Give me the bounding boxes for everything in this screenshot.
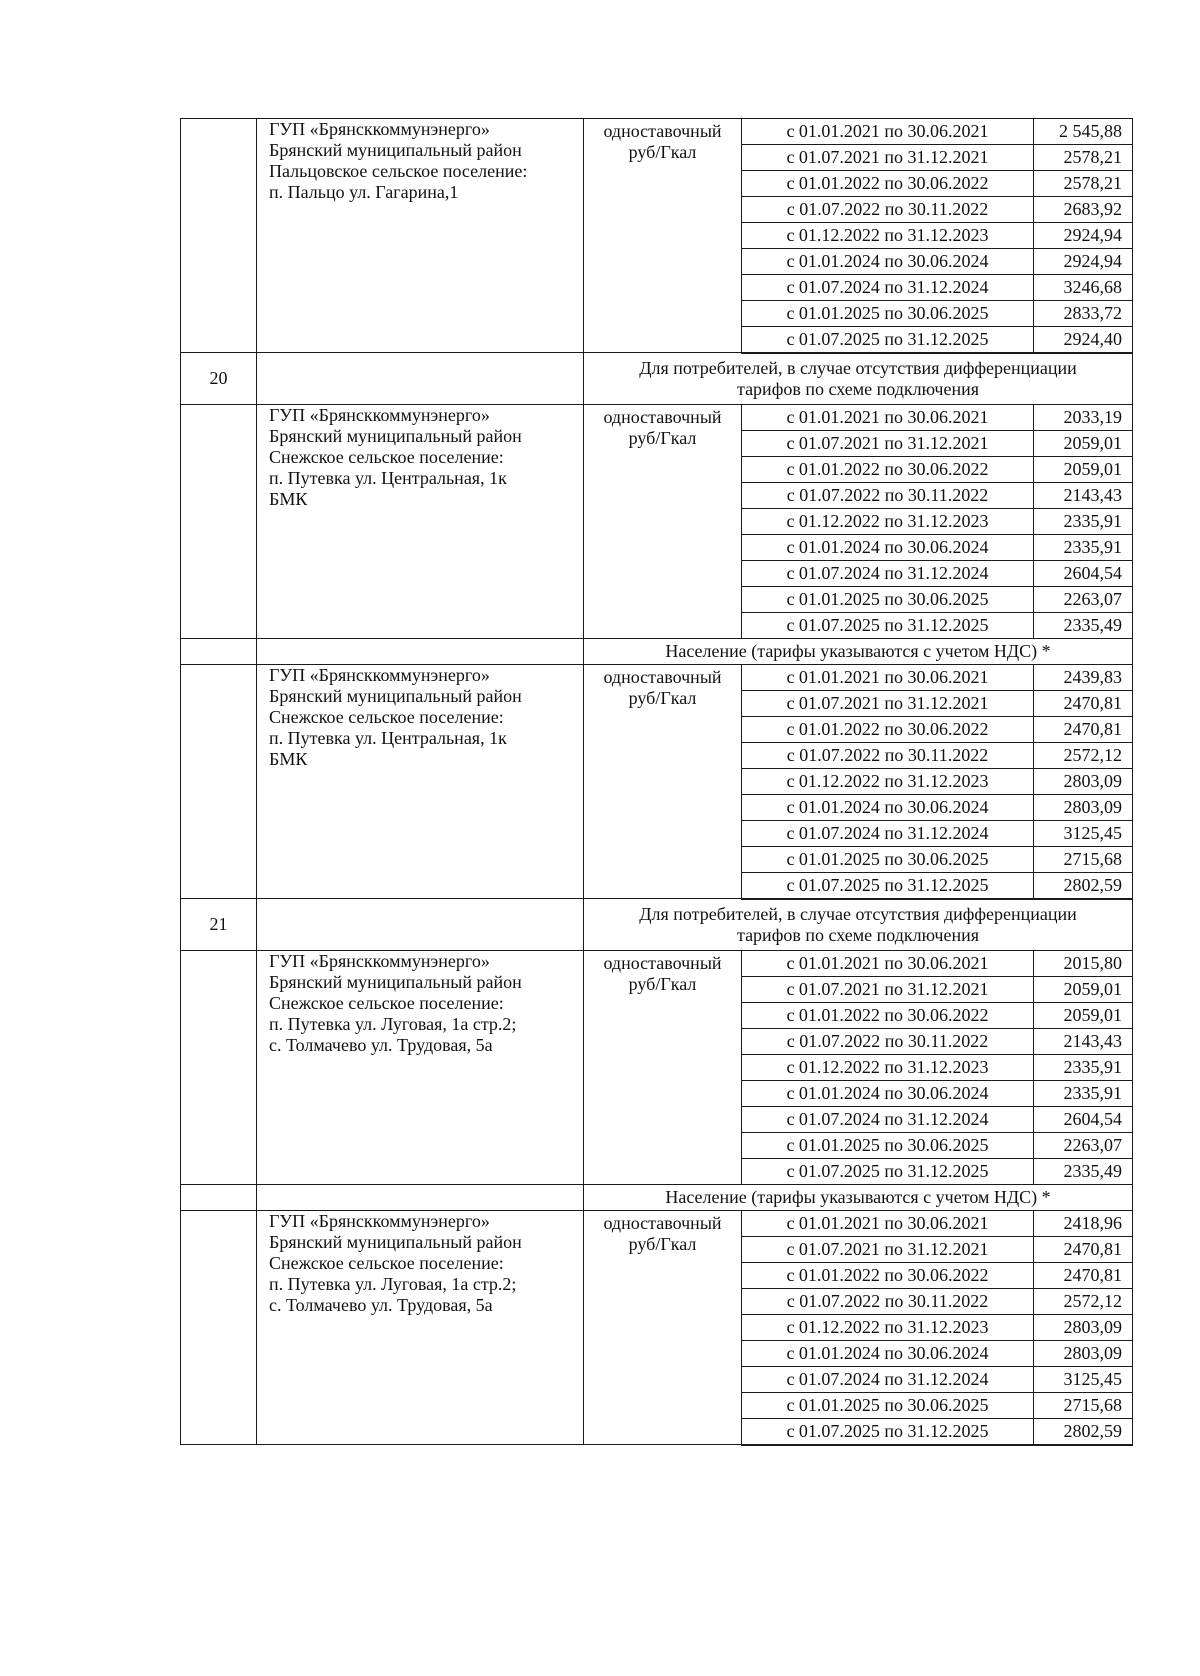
- organization-address: п. Путевка ул. Луговая, 1а стр.2;: [269, 1274, 517, 1294]
- tariff-type-cell: [584, 665, 742, 899]
- row-number-cell: [181, 1211, 257, 1445]
- tariff-table-body: [181, 119, 1133, 1445]
- tariff-value: 3246,68: [1034, 275, 1133, 301]
- tariff-value: 2033,19: [1034, 405, 1133, 431]
- population-heading: Население (тарифы указываются с учетом НДС) *: [584, 1185, 1133, 1211]
- organization-settlement: Снежское сельское поселение:: [269, 707, 504, 727]
- organization-address: п. Путевка ул. Центральная, 1к: [269, 728, 507, 748]
- tariff-value: 2715,68: [1034, 1393, 1133, 1419]
- tariff-type: одноставочный: [603, 667, 722, 687]
- period-cell: с 01.07.2024 по 31.12.2024: [742, 1367, 1034, 1393]
- tariff-value: 2803,09: [1034, 769, 1133, 795]
- tariff-value: 2924,94: [1034, 249, 1133, 275]
- period-cell: с 01.07.2025 по 31.12.2025: [742, 327, 1034, 353]
- period-cell: с 01.07.2021 по 31.12.2021: [742, 691, 1034, 717]
- table-row: [181, 665, 1133, 691]
- consumers-heading-line2: тарифов по схеме подключения: [736, 924, 980, 945]
- tariff-value: 2439,83: [1034, 665, 1133, 691]
- period-cell: с 01.12.2022 по 31.12.2023: [742, 769, 1034, 795]
- consumers-heading: [584, 353, 1133, 405]
- period-cell: с 01.07.2022 по 30.11.2022: [742, 743, 1034, 769]
- period-cell: с 01.07.2022 по 30.11.2022: [742, 197, 1034, 223]
- period-cell: с 01.01.2025 по 30.06.2025: [742, 847, 1034, 873]
- tariff-unit: руб/Гкал: [628, 974, 697, 994]
- tariff-value: 2802,59: [1034, 1419, 1133, 1445]
- organization-address: п. Путевка ул. Луговая, 1а стр.2;: [269, 1014, 517, 1034]
- period-cell: с 01.01.2022 по 30.06.2022: [742, 717, 1034, 743]
- organization-district: Брянский муниципальный район: [269, 972, 522, 992]
- tariff-value: 2335,49: [1034, 613, 1133, 639]
- period-cell: с 01.07.2025 по 31.12.2025: [742, 873, 1034, 899]
- organization-cell: [257, 405, 584, 639]
- tariff-value: 3125,45: [1034, 1367, 1133, 1393]
- organization-address-2: с. Толмачево ул. Трудовая, 5а: [269, 1035, 493, 1055]
- period-cell: с 01.07.2024 по 31.12.2024: [742, 1107, 1034, 1133]
- consumers-heading-line2: тарифов по схеме подключения: [736, 378, 980, 399]
- tariff-type: одноставочный: [603, 953, 722, 973]
- tariff-value: 2470,81: [1034, 691, 1133, 717]
- tariff-unit: руб/Гкал: [628, 688, 697, 708]
- period-cell: с 01.07.2022 по 30.11.2022: [742, 1289, 1034, 1315]
- tariff-value: 2578,21: [1034, 145, 1133, 171]
- tariff-value: 2604,54: [1034, 561, 1133, 587]
- tariff-value: 2572,12: [1034, 1289, 1133, 1315]
- empty-cell: [257, 353, 584, 405]
- tariff-unit: руб/Гкал: [628, 1234, 697, 1254]
- period-cell: с 01.07.2021 по 31.12.2021: [742, 431, 1034, 457]
- organization-settlement: Пальцовское сельское поселение:: [269, 161, 528, 181]
- period-cell: с 01.01.2024 по 30.06.2024: [742, 1081, 1034, 1107]
- period-cell: с 01.01.2022 по 30.06.2022: [742, 1003, 1034, 1029]
- tariff-value: 2059,01: [1034, 977, 1133, 1003]
- period-cell: с 01.01.2024 по 30.06.2024: [742, 535, 1034, 561]
- section-header-row: [181, 899, 1133, 951]
- tariff-value: 2604,54: [1034, 1107, 1133, 1133]
- period-cell: с 01.07.2021 по 31.12.2021: [742, 977, 1034, 1003]
- period-cell: с 01.12.2022 по 31.12.2023: [742, 223, 1034, 249]
- organization-address-2: с. Толмачево ул. Трудовая, 5а: [269, 1295, 493, 1315]
- tariff-value: 2059,01: [1034, 1003, 1133, 1029]
- period-cell: с 01.01.2025 по 30.06.2025: [742, 1393, 1034, 1419]
- consumers-heading: [584, 899, 1133, 951]
- tariff-value: 2572,12: [1034, 743, 1133, 769]
- tariff-value: 2 545,88: [1034, 119, 1133, 145]
- period-cell: с 01.12.2022 по 31.12.2023: [742, 509, 1034, 535]
- organization-district: Брянский муниципальный район: [269, 1232, 522, 1252]
- tariff-value: 2335,91: [1034, 509, 1133, 535]
- organization-cell: [257, 665, 584, 899]
- tariff-value: 2802,59: [1034, 873, 1133, 899]
- period-cell: с 01.01.2022 по 30.06.2022: [742, 457, 1034, 483]
- period-cell: с 01.07.2025 по 31.12.2025: [742, 1419, 1034, 1445]
- period-cell: с 01.01.2025 по 30.06.2025: [742, 301, 1034, 327]
- tariff-type-cell: [584, 951, 742, 1185]
- tariff-value: 2335,91: [1034, 1055, 1133, 1081]
- tariff-value: 2470,81: [1034, 1237, 1133, 1263]
- empty-cell: [181, 639, 257, 665]
- period-cell: с 01.01.2025 по 30.06.2025: [742, 1133, 1034, 1159]
- organization-name: ГУП «Брянсккоммунэнерго»: [269, 665, 490, 685]
- table-row: [181, 119, 1133, 145]
- organization-district: Брянский муниципальный район: [269, 686, 522, 706]
- tariff-type-cell: [584, 119, 742, 353]
- organization-cell: [257, 951, 584, 1185]
- tariff-value: 2578,21: [1034, 171, 1133, 197]
- period-cell: с 01.01.2022 по 30.06.2022: [742, 1263, 1034, 1289]
- organization-settlement: Снежское сельское поселение:: [269, 993, 504, 1013]
- tariff-value: 2335,91: [1034, 1081, 1133, 1107]
- period-cell: с 01.12.2022 по 31.12.2023: [742, 1055, 1034, 1081]
- tariff-table: [180, 118, 1133, 1446]
- organization-settlement: Снежское сельское поселение:: [269, 1253, 504, 1273]
- period-cell: с 01.01.2021 по 30.06.2021: [742, 405, 1034, 431]
- organization-district: Брянский муниципальный район: [269, 140, 522, 160]
- tariff-value: 2335,91: [1034, 535, 1133, 561]
- empty-cell: [257, 899, 584, 951]
- organization-facility: БМК: [269, 749, 308, 769]
- period-cell: с 01.07.2025 по 31.12.2025: [742, 613, 1034, 639]
- section-header-row: [181, 353, 1133, 405]
- tariff-value: 2143,43: [1034, 1029, 1133, 1055]
- period-cell: с 01.01.2021 по 30.06.2021: [742, 119, 1034, 145]
- tariff-type: одноставочный: [603, 121, 722, 141]
- consumers-heading-line1: Для потребителей, в случае отсутствия дифференциации: [639, 357, 1077, 378]
- section-header-row: [181, 1185, 1133, 1211]
- empty-cell: [257, 639, 584, 665]
- tariff-type-cell: [584, 1211, 742, 1445]
- period-cell: с 01.01.2024 по 30.06.2024: [742, 1341, 1034, 1367]
- tariff-type-cell: [584, 405, 742, 639]
- period-cell: с 01.01.2024 по 30.06.2024: [742, 249, 1034, 275]
- tariff-value: 2803,09: [1034, 1341, 1133, 1367]
- row-number: 20: [181, 353, 257, 405]
- row-number-cell: [181, 119, 257, 353]
- organization-cell: [257, 119, 584, 353]
- tariff-value: 2833,72: [1034, 301, 1133, 327]
- table-row: [181, 951, 1133, 977]
- tariff-value: 2015,80: [1034, 951, 1133, 977]
- period-cell: с 01.01.2025 по 30.06.2025: [742, 587, 1034, 613]
- tariff-unit: руб/Гкал: [628, 142, 697, 162]
- period-cell: с 01.01.2022 по 30.06.2022: [742, 171, 1034, 197]
- consumers-heading-line1: Для потребителей, в случае отсутствия дифференциации: [639, 903, 1077, 924]
- organization-name: ГУП «Брянсккоммунэнерго»: [269, 1211, 490, 1231]
- tariff-value: 2803,09: [1034, 1315, 1133, 1341]
- organization-cell: [257, 1211, 584, 1445]
- tariff-value: 2683,92: [1034, 197, 1133, 223]
- row-number-cell: [181, 405, 257, 639]
- table-row: [181, 405, 1133, 431]
- tariff-value: 2263,07: [1034, 587, 1133, 613]
- tariff-value: 2924,94: [1034, 223, 1133, 249]
- period-cell: с 01.07.2025 по 31.12.2025: [742, 1159, 1034, 1185]
- tariff-value: 2418,96: [1034, 1211, 1133, 1237]
- tariff-value: 2143,43: [1034, 483, 1133, 509]
- organization-facility: БМК: [269, 489, 308, 509]
- tariff-value: 2059,01: [1034, 457, 1133, 483]
- tariff-value: 2263,07: [1034, 1133, 1133, 1159]
- period-cell: с 01.07.2024 по 31.12.2024: [742, 821, 1034, 847]
- organization-name: ГУП «Брянсккоммунэнерго»: [269, 951, 490, 971]
- row-number: 21: [181, 899, 257, 951]
- table-row: [181, 1211, 1133, 1237]
- empty-cell: [257, 1185, 584, 1211]
- tariff-type: одноставочный: [603, 1213, 722, 1233]
- tariff-unit: руб/Гкал: [628, 428, 697, 448]
- empty-cell: [181, 1185, 257, 1211]
- period-cell: с 01.12.2022 по 31.12.2023: [742, 1315, 1034, 1341]
- period-cell: с 01.07.2021 по 31.12.2021: [742, 145, 1034, 171]
- row-number-cell: [181, 665, 257, 899]
- tariff-value: 2470,81: [1034, 1263, 1133, 1289]
- organization-name: ГУП «Брянсккоммунэнерго»: [269, 119, 490, 139]
- tariff-value: 3125,45: [1034, 821, 1133, 847]
- row-number-cell: [181, 951, 257, 1185]
- section-header-row: [181, 639, 1133, 665]
- period-cell: с 01.01.2024 по 30.06.2024: [742, 795, 1034, 821]
- population-heading: Население (тарифы указываются с учетом НДС) *: [584, 639, 1133, 665]
- tariff-type: одноставочный: [603, 407, 722, 427]
- tariff-value: 2924,40: [1034, 327, 1133, 353]
- tariff-value: 2803,09: [1034, 795, 1133, 821]
- tariff-value: 2335,49: [1034, 1159, 1133, 1185]
- tariff-value: 2470,81: [1034, 717, 1133, 743]
- period-cell: с 01.01.2021 по 30.06.2021: [742, 665, 1034, 691]
- organization-name: ГУП «Брянсккоммунэнерго»: [269, 405, 490, 425]
- organization-district: Брянский муниципальный район: [269, 426, 522, 446]
- period-cell: с 01.07.2022 по 30.11.2022: [742, 1029, 1034, 1055]
- tariff-value: 2059,01: [1034, 431, 1133, 457]
- period-cell: с 01.07.2021 по 31.12.2021: [742, 1237, 1034, 1263]
- organization-settlement: Снежское сельское поселение:: [269, 447, 504, 467]
- period-cell: с 01.07.2024 по 31.12.2024: [742, 275, 1034, 301]
- period-cell: с 01.01.2021 по 30.06.2021: [742, 1211, 1034, 1237]
- tariff-value: 2715,68: [1034, 847, 1133, 873]
- period-cell: с 01.07.2022 по 30.11.2022: [742, 483, 1034, 509]
- period-cell: с 01.07.2024 по 31.12.2024: [742, 561, 1034, 587]
- organization-address: п. Путевка ул. Центральная, 1к: [269, 468, 507, 488]
- organization-address: п. Пальцо ул. Гагарина,1: [269, 182, 459, 202]
- period-cell: с 01.01.2021 по 30.06.2021: [742, 951, 1034, 977]
